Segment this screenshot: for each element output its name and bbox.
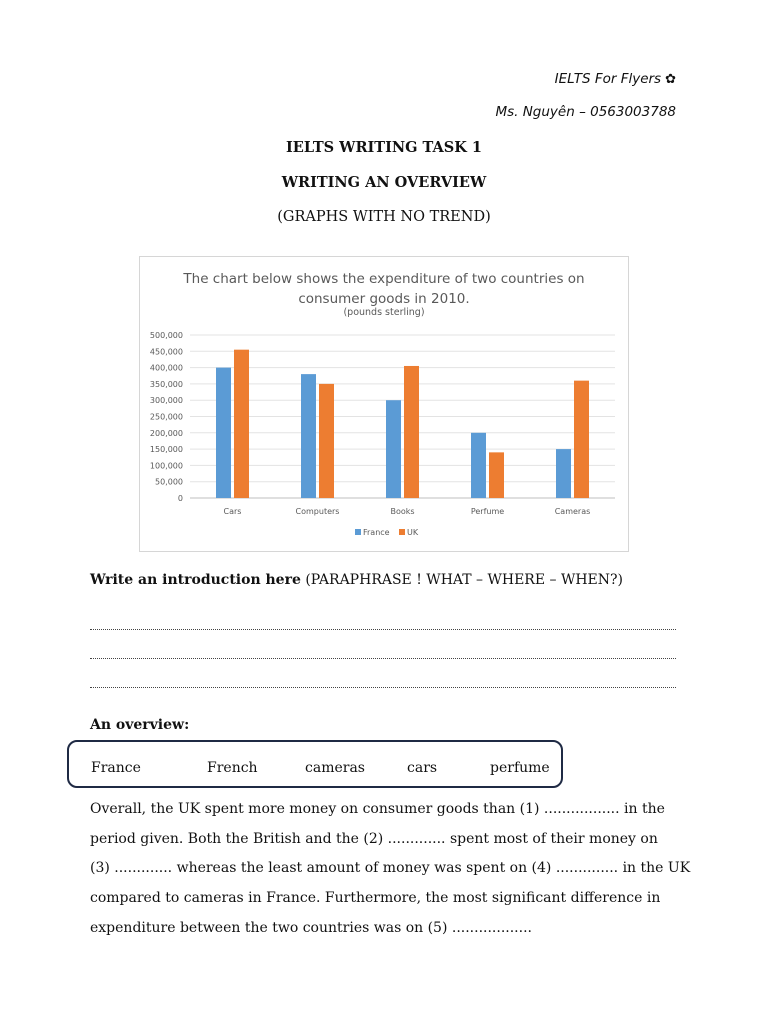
- chart-subtitle: (pounds sterling): [343, 307, 425, 318]
- bar-chart: [139, 256, 629, 552]
- y-tick-label: 100,000: [149, 461, 183, 471]
- bar-uk-cameras: [574, 381, 589, 498]
- y-tick-label: 250,000: [149, 412, 183, 422]
- bar-uk-books: [404, 366, 419, 498]
- word-bank: [67, 740, 563, 788]
- bar-france-cameras: [556, 449, 571, 498]
- y-tick-label: 500,000: [149, 331, 183, 340]
- answer-line-3[interactable]: [90, 678, 676, 688]
- bar-france-books: [386, 400, 401, 498]
- y-tick-label: 300,000: [149, 396, 183, 406]
- chart-plot: [140, 257, 628, 551]
- legend-label: France: [363, 528, 390, 537]
- y-tick-label: 150,000: [149, 445, 183, 455]
- chart-title-line1: The chart below shows the expenditure of two countries on: [183, 271, 585, 287]
- x-tick-label: Cars: [223, 507, 242, 516]
- x-tick-label: Cameras: [554, 507, 591, 516]
- topic-title: WRITING AN OVERVIEW: [281, 174, 487, 191]
- y-tick-label: 450,000: [149, 347, 183, 357]
- legend-swatch-uk: [399, 529, 405, 535]
- intro-bold: Write an introduction here: [90, 572, 301, 588]
- task-title: IELTS WRITING TASK 1: [286, 139, 482, 156]
- overview-line-4: compared to cameras in France. Furthermore, the most significant difference in: [90, 890, 661, 906]
- bar-france-perfume: [471, 433, 486, 498]
- answer-line-2[interactable]: [90, 649, 676, 659]
- word-bank-item: cars: [407, 760, 438, 776]
- x-tick-label: Computers: [295, 507, 340, 516]
- bar-uk-perfume: [489, 452, 504, 498]
- school-name: IELTS For Flyers: [554, 71, 662, 87]
- bar-uk-cars: [234, 350, 249, 498]
- overview-line-3: (3) ............. whereas the least amount of money was spent on (4) .............. in the UK: [90, 860, 691, 876]
- overview-line-1: Overall, the UK spent more money on consumer goods than (1) ................. in the: [90, 801, 665, 817]
- flower-icon: ✿: [665, 72, 676, 87]
- y-tick-label: 200,000: [149, 428, 183, 438]
- legend-swatch-france: [355, 529, 361, 535]
- x-tick-label: Books: [390, 507, 415, 516]
- overview-heading: An overview:: [90, 717, 190, 733]
- bar-france-cars: [216, 368, 231, 498]
- intro-prompt: [90, 572, 623, 588]
- answer-line-1[interactable]: [90, 620, 676, 630]
- chart-title-line2: consumer goods in 2010.: [298, 291, 470, 307]
- y-tick-label: 350,000: [149, 379, 183, 389]
- word-bank-item: cameras: [305, 760, 365, 776]
- word-bank-item: French: [207, 760, 258, 776]
- word-bank-item: France: [91, 760, 141, 776]
- overview-line-5: expenditure between the two countries was on (5) ..................: [90, 920, 532, 936]
- word-bank-item: perfume: [490, 760, 550, 776]
- bar-france-computers: [301, 374, 316, 498]
- intro-rest: (PARAPHRASE ! WHAT – WHERE – WHEN?): [300, 572, 623, 588]
- y-tick-label: 50,000: [155, 477, 183, 487]
- overview-line-2: period given. Both the British and the (2) ............. spent most of their money on: [90, 831, 658, 847]
- header-teacher: Ms. Nguyên – 0563003788: [495, 104, 676, 120]
- legend-label: UK: [407, 528, 419, 537]
- x-tick-label: Perfume: [470, 507, 505, 516]
- y-tick-label: 0: [177, 494, 183, 503]
- bar-uk-computers: [319, 384, 334, 498]
- header-school: [555, 71, 676, 87]
- y-tick-label: 400,000: [149, 363, 183, 373]
- subtopic-title: (GRAPHS WITH NO TREND): [277, 209, 491, 225]
